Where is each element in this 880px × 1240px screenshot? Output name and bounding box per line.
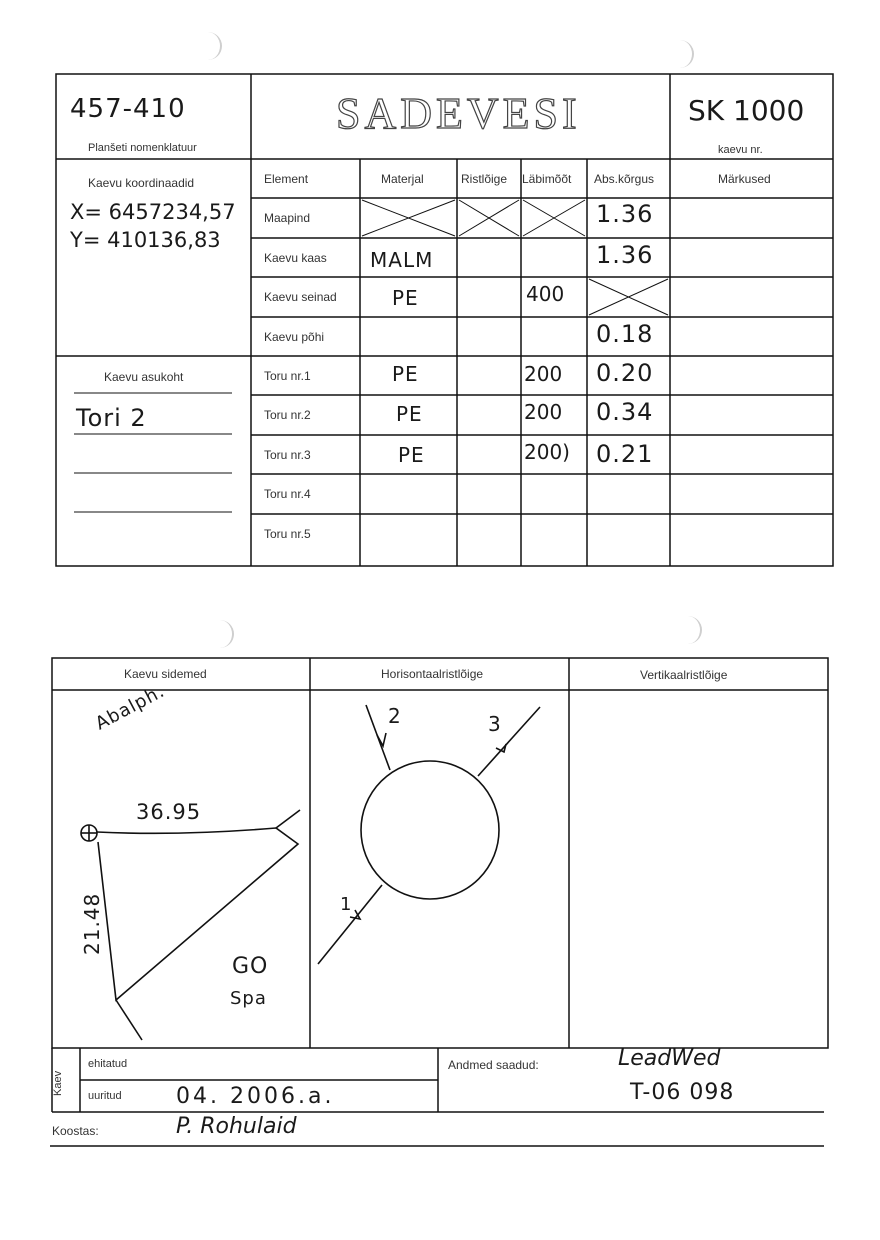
- row-element: Toru nr.5: [264, 527, 311, 541]
- surveyed-value: 04. 2006.a.: [176, 1084, 335, 1109]
- reference-note: Abalph.: [92, 680, 169, 735]
- cell-diameter: 200: [524, 362, 563, 386]
- cell-material: PE: [396, 402, 423, 426]
- footer-side-label: Kaev: [52, 1070, 64, 1096]
- compiled-label: Koostas:: [52, 1124, 99, 1138]
- tie-sketch: [81, 810, 300, 1040]
- cell-material: PE: [398, 443, 425, 467]
- cell-diameter: 200): [524, 440, 570, 464]
- data-source-code: T-06 098: [630, 1080, 735, 1105]
- distance-left: 21.48: [80, 892, 104, 955]
- col-diameter: Läbimõõt: [522, 172, 572, 186]
- distance-top: 36.95: [136, 800, 202, 824]
- cell-diameter: 400: [526, 282, 565, 306]
- row-element: Kaevu seinad: [264, 290, 337, 304]
- surveyed-label: uuritud: [88, 1090, 122, 1102]
- form-title: SADEVESI: [336, 89, 581, 138]
- coordinate-y: Y= 410136,83: [70, 228, 221, 252]
- cell-abs-height: 0.21: [596, 440, 654, 468]
- sheet-code-label: Planšeti nomenklatuur: [88, 142, 197, 154]
- horizontal-section: [318, 705, 540, 964]
- sketch-horizontal-label: Horisontaalristlõige: [381, 667, 484, 681]
- location-value: Tori 2: [76, 404, 147, 432]
- row-element: Toru nr.4: [264, 487, 311, 501]
- col-element: Element: [264, 172, 309, 186]
- cell-abs-height: 0.34: [596, 398, 654, 426]
- row-element: Kaevu põhi: [264, 330, 325, 344]
- row-element: Toru nr.2: [264, 408, 311, 422]
- col-cross-section: Ristlõige: [461, 172, 508, 186]
- row-element: Maapind: [264, 211, 311, 225]
- cell-diameter: 200: [524, 400, 563, 424]
- sketch-note-line2: Spa: [230, 988, 267, 1009]
- col-abs-height: Abs.kõrgus: [594, 172, 655, 186]
- cell-abs-height: 0.18: [596, 320, 654, 348]
- pipe-3-label: 3: [488, 712, 502, 736]
- coordinates-label: Kaevu koordinaadid: [88, 176, 195, 190]
- cell-material: MALM: [370, 248, 434, 272]
- sheet-code: 457-410: [70, 94, 186, 124]
- sketch-vertical-label: Vertikaalristlõige: [640, 668, 728, 682]
- cell-abs-height: 1.36: [596, 200, 654, 228]
- data-source-label: Andmed saadud:: [448, 1058, 539, 1072]
- col-notes: Märkused: [718, 172, 771, 186]
- pipe-2-label: 2: [388, 704, 402, 728]
- row-element: Kaevu kaas: [264, 251, 327, 265]
- built-label: ehitatud: [88, 1058, 128, 1070]
- sketch-ties-label: Kaevu sidemed: [124, 667, 207, 681]
- row-element: Toru nr.1: [264, 369, 311, 383]
- cell-material: PE: [392, 362, 419, 386]
- data-source-value: LeadWed: [618, 1046, 721, 1071]
- pipe-1-label: 1: [340, 894, 353, 915]
- sketch-note-line1: GO: [232, 954, 269, 979]
- location-label: Kaevu asukoht: [104, 370, 184, 384]
- col-material: Materjal: [381, 172, 424, 186]
- row-element: Toru nr.3: [264, 448, 311, 462]
- coordinate-x: X= 6457234,57: [70, 200, 236, 224]
- cell-abs-height: 0.20: [596, 359, 654, 387]
- cell-material: PE: [392, 286, 419, 310]
- well-number: SK 1000: [688, 94, 805, 127]
- well-number-label: kaevu nr.: [718, 144, 763, 156]
- compiled-signature: P. Rohulaid: [176, 1114, 297, 1139]
- cell-abs-height: 1.36: [596, 241, 654, 269]
